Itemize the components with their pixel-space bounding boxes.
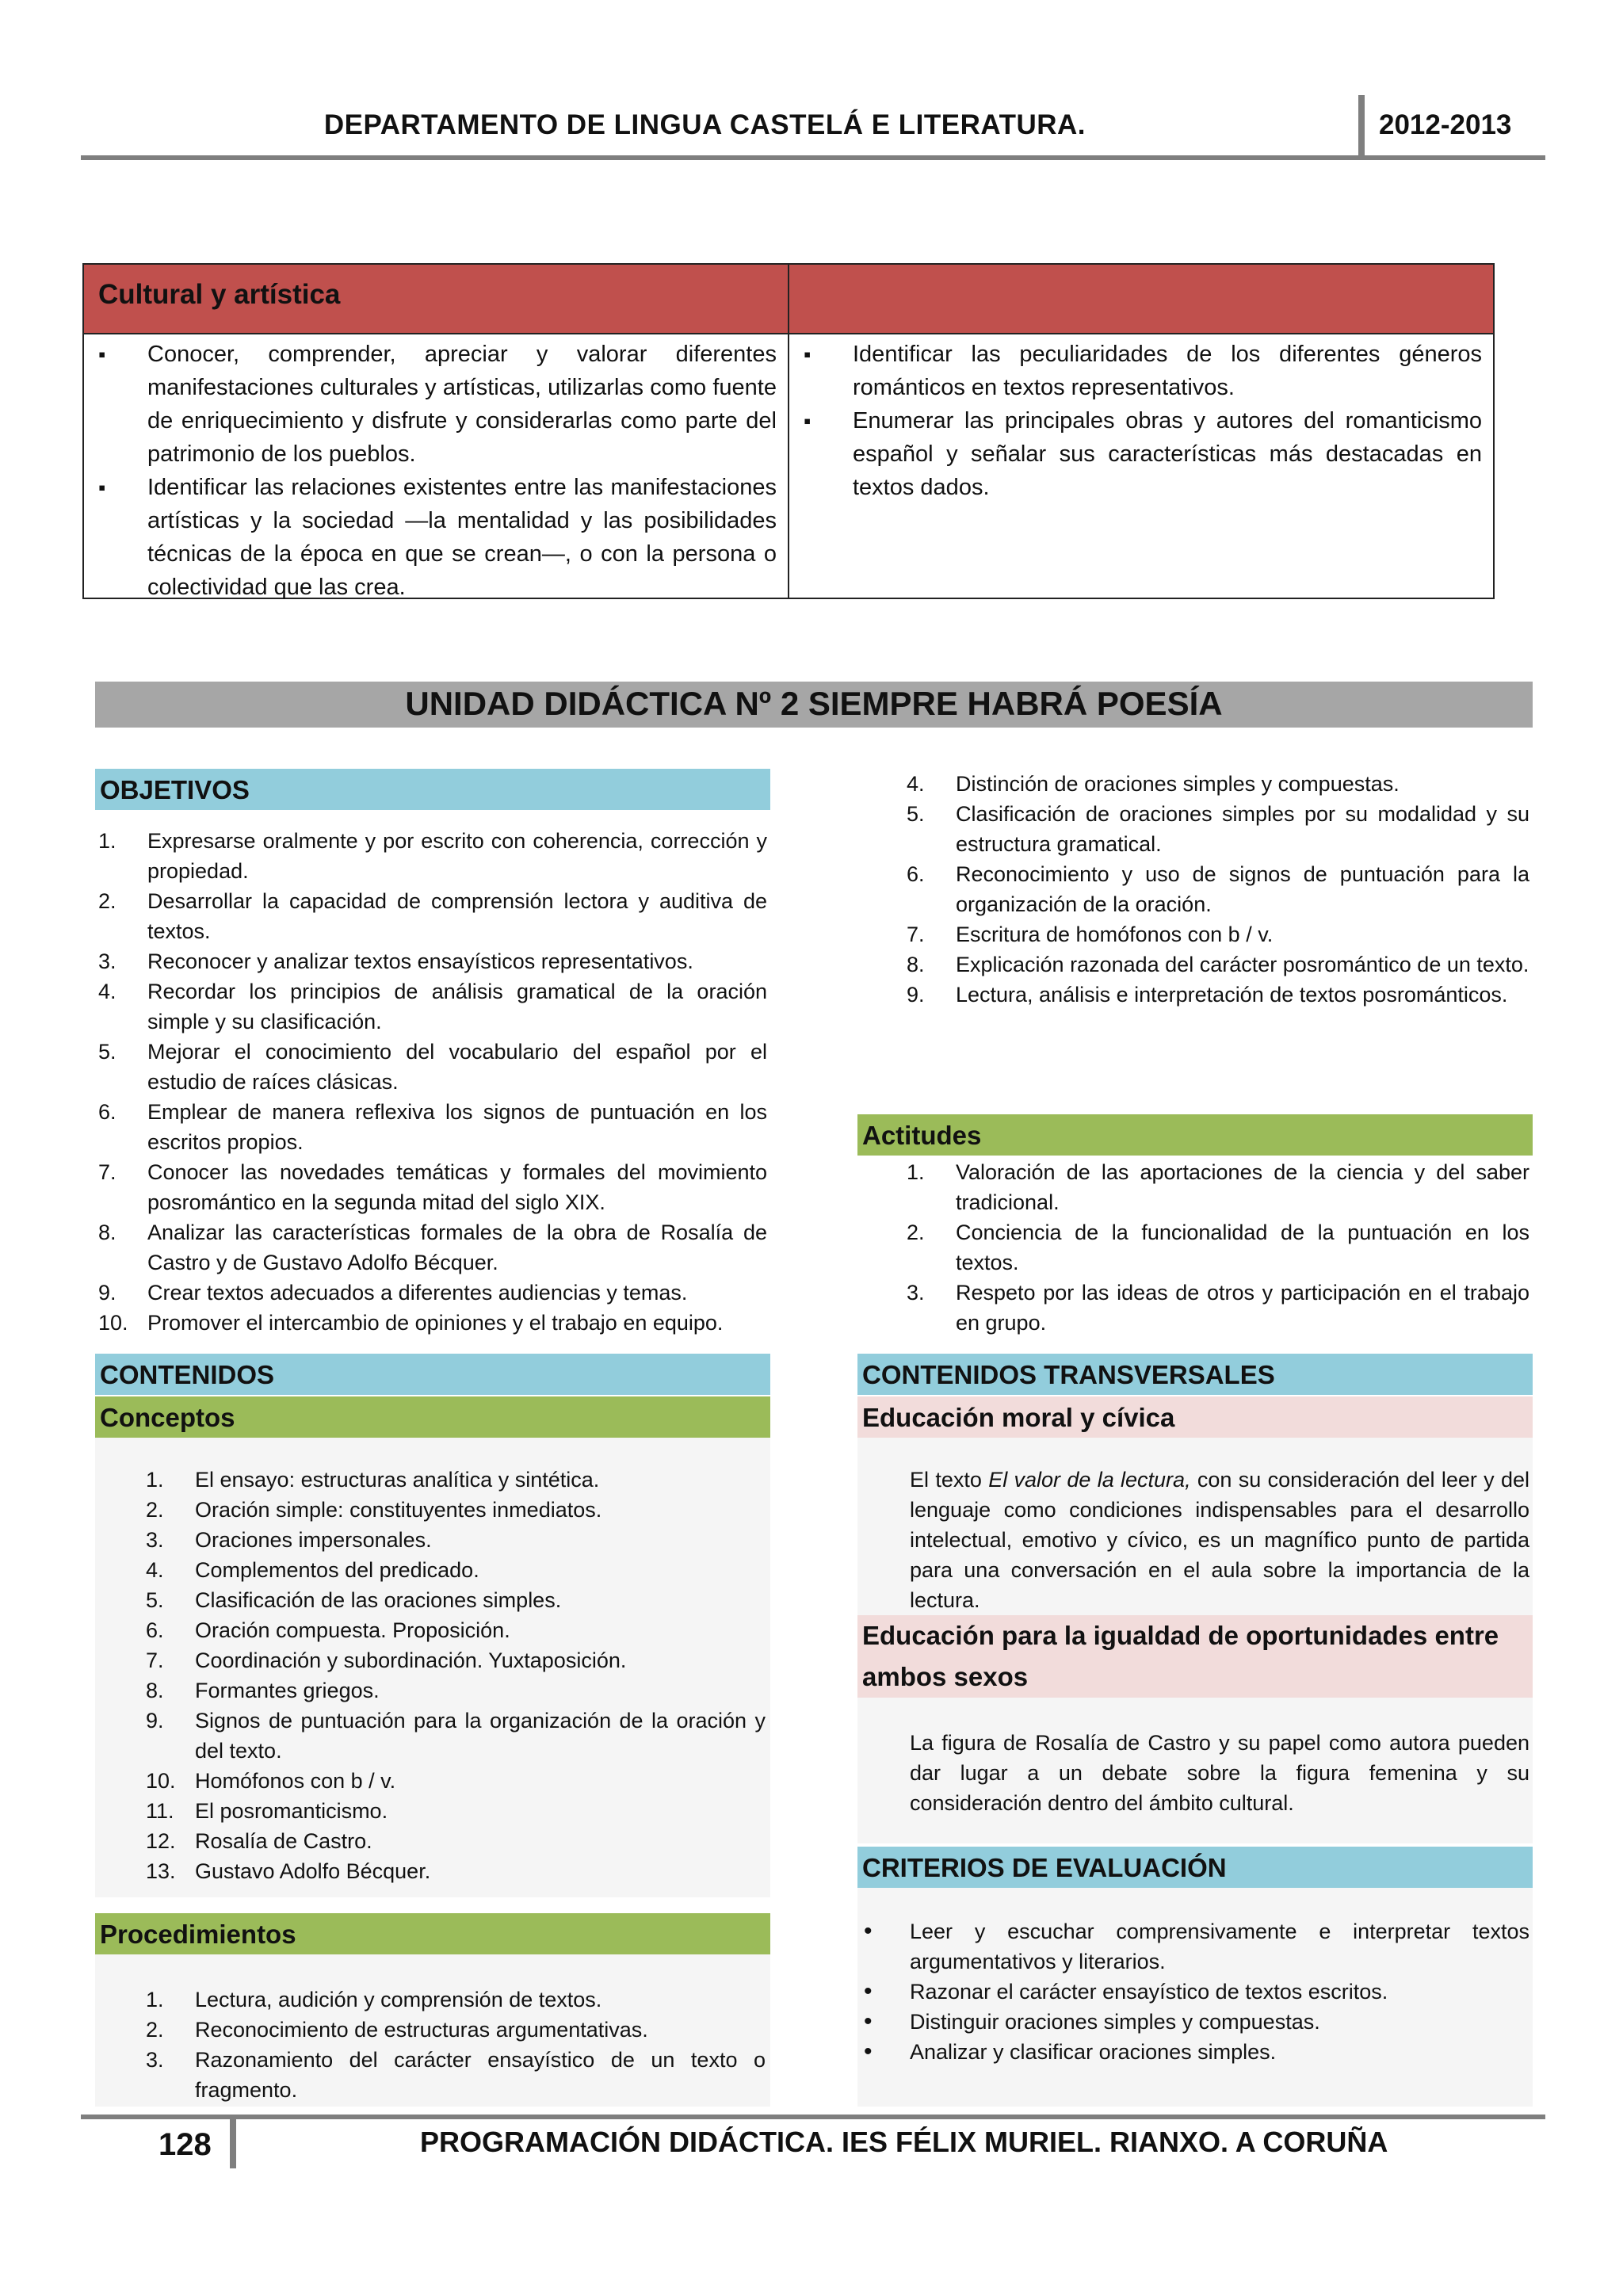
procedimientos-list-continued (903, 769, 1529, 1010)
list-item (143, 1585, 766, 1615)
list-item (143, 1985, 766, 2015)
list-item (143, 1525, 766, 1555)
actitudes-list (903, 1157, 1529, 1338)
table-heading: Cultural y artística (98, 279, 341, 310)
list-item (903, 1157, 1529, 1217)
header-title: DEPARTAMENTO DE LINGUA CASTELÁ E LITERATURA. (323, 109, 1086, 140)
table-head-left (84, 265, 789, 333)
item-number: 1. (907, 1160, 925, 1184)
list-item (143, 1766, 766, 1796)
item-text: Complementos del predicado. (195, 1558, 479, 1582)
item-text: Distinguir oraciones simples y compuestas. (910, 2010, 1320, 2034)
list-item (143, 1826, 766, 1856)
item-number: 9. (98, 1281, 116, 1305)
list-item (95, 1097, 767, 1157)
objetivos-list (95, 826, 767, 1338)
list-item (903, 769, 1529, 799)
item-number: 13. (146, 1859, 176, 1883)
item-text: Respeto por las ideas de otros y participación en el trabajo en grupo. (956, 1281, 1529, 1335)
list-item (143, 1796, 766, 1826)
criterios-heading: CRITERIOS DE EVALUACIÓN (857, 1847, 1533, 1888)
list-item (95, 976, 767, 1037)
item-text: Razonamiento del carácter ensayístico de un texto o fragmento. (195, 2048, 766, 2102)
item-text: Reconocer y analizar textos ensayísticos representativos. (147, 949, 693, 973)
item-text: Analizar las características formales de la obra de Rosalía de Castro y de Gustavo Adolfo Bécquer. (147, 1221, 767, 1274)
item-text: Homófonos con b / v. (195, 1769, 396, 1793)
moral-text (910, 1465, 1529, 1615)
item-number: 10. (146, 1769, 176, 1793)
list-item (143, 1495, 766, 1525)
item-text: Oración simple: constituyentes inmediatos. (195, 1498, 602, 1522)
item-number: 9. (907, 983, 925, 1007)
table-head-right (789, 265, 1493, 333)
item-number: 3. (98, 949, 116, 973)
list-item (95, 1278, 767, 1308)
item-text: Explicación razonada del carácter posromántico de un texto. (956, 953, 1529, 976)
list-item (903, 799, 1529, 859)
list-item (903, 859, 1529, 919)
item-text: Formantes griegos. (195, 1679, 380, 1702)
item-text: Emplear de manera reflexiva los signos de puntuación en los escritos propios. (147, 1100, 767, 1154)
moral-heading: Educación moral y cívica (857, 1396, 1533, 1438)
item-number: 2. (907, 1221, 925, 1244)
item-number: 3. (146, 1528, 164, 1552)
item-text: Expresarse oralmente y por escrito con coherencia, corrección y propiedad. (147, 829, 767, 883)
item-text: Signos de puntuación para la organización de la oración y del texto. (195, 1709, 766, 1763)
list-item (857, 1916, 1529, 1977)
list-item (95, 886, 767, 946)
item-number: 1. (146, 1988, 164, 2011)
page-number: 128 (158, 2127, 212, 2162)
item-text: Razonar el carácter ensayístico de textos escritos. (910, 1980, 1388, 2004)
item-text: Mejorar el conocimiento del vocabulario del español por el estudio de raíces clásicas. (147, 1040, 767, 1094)
list-item (143, 1555, 766, 1585)
igualdad-text: La figura de Rosalía de Castro y su papel como autora pueden dar lugar a un debate sobre la figura femenina y su consideración dentro del ámbito cultural. (910, 1731, 1529, 1815)
list-item (143, 1706, 766, 1766)
item-number: 5. (98, 1040, 116, 1064)
list-item (143, 2045, 766, 2105)
item-text: Gustavo Adolfo Bécquer. (195, 1859, 431, 1883)
item-text: Valoración de las aportaciones de la ciencia y del saber tradicional. (956, 1160, 1529, 1214)
item-number: 3. (907, 1281, 925, 1305)
list-item (903, 919, 1529, 949)
item-text: Desarrollar la capacidad de comprensión lectora y auditiva de textos. (147, 889, 767, 943)
objetivos-heading: OBJETIVOS (95, 769, 770, 810)
criterios-list (857, 1916, 1529, 2067)
item-number: 2. (146, 1498, 164, 1522)
list-item (143, 2015, 766, 2045)
item-number: 1. (146, 1468, 164, 1492)
list-item (857, 2037, 1529, 2067)
list-item (903, 1217, 1529, 1278)
header-divider (1358, 95, 1365, 159)
cultural-table (82, 263, 1495, 599)
item-number: 9. (146, 1709, 164, 1733)
conceptos-list (143, 1465, 766, 1886)
left-item-list (84, 334, 788, 604)
item-text: Leer y escuchar comprensivamente e interpretar textos argumentativos y literarios. (910, 1920, 1529, 1973)
unit-title: UNIDAD DIDÁCTICA Nº 2 SIEMPRE HABRÁ POESÍA (405, 685, 1223, 722)
item-number: 10. (98, 1311, 128, 1335)
item-number: 6. (98, 1100, 116, 1124)
item-number: 7. (907, 923, 925, 946)
conceptos-heading: Conceptos (95, 1396, 770, 1438)
contenidos-heading: CONTENIDOS (95, 1354, 770, 1395)
list-item (95, 1157, 767, 1217)
transversales-heading: CONTENIDOS TRANSVERSALES (857, 1354, 1533, 1395)
table-cell-right (789, 333, 1493, 598)
procedimientos-heading: Procedimientos (95, 1913, 770, 1954)
procedimientos-list (143, 1985, 766, 2105)
item-text: Distinción de oraciones simples y compuestas. (956, 772, 1400, 796)
item-number: 5. (907, 802, 925, 826)
item-number: 2. (98, 889, 116, 913)
item-number: 11. (146, 1799, 174, 1823)
item-text: Clasificación de oraciones simples por su modalidad y su estructura gramatical. (956, 802, 1529, 856)
item-text: Reconocimiento de estructuras argumentativas. (195, 2018, 648, 2042)
item-number: 4. (98, 980, 116, 1003)
igualdad-heading: Educación para la igualdad de oportunidades entre ambos sexos (857, 1615, 1533, 1698)
footer-divider (230, 2118, 236, 2168)
item-text: Promover el intercambio de opiniones y el trabajo en equipo. (147, 1311, 724, 1335)
list-item: ▪ Conocer, comprender, apreciar y valorar diferentes manifestaciones culturales y artísticas, utilizarlas como fuente de enriquecimiento y disfrute y considerarlas como parte del patrimonio de los pueblos. (95, 338, 777, 471)
item-number: 7. (98, 1160, 116, 1184)
list-item (95, 826, 767, 886)
actitudes-heading: Actitudes (857, 1114, 1533, 1156)
moral-text-title: El valor de la lectura, (988, 1468, 1191, 1492)
item-number: 8. (907, 953, 925, 976)
item-number: 6. (146, 1618, 164, 1642)
item-text: Oración compuesta. Proposición. (195, 1618, 510, 1642)
list-item (903, 980, 1529, 1010)
list-item: ▪ Identificar las peculiaridades de los diferentes géneros románticos en textos representativos. (800, 338, 1482, 404)
list-item (143, 1675, 766, 1706)
item-number: 7. (146, 1648, 164, 1672)
list-item (143, 1465, 766, 1495)
item-text: El posromanticismo. (195, 1799, 388, 1823)
item-text: Crear textos adecuados a diferentes audiencias y temas. (147, 1281, 688, 1305)
item-number: 12. (146, 1829, 176, 1853)
list-item: ▪ Identificar las relaciones existentes entre las manifestaciones artísticas y la sociedad —la mentalidad y las posibilidades técnicas de la época en que se crean—, o con la persona o colectividad que las crea. (95, 471, 777, 604)
list-item (143, 1615, 766, 1645)
footer-rule (81, 2115, 1545, 2119)
list-item (903, 1278, 1529, 1338)
header-rule (81, 155, 1545, 160)
item-text: Coordinación y subordinación. Yuxtaposición. (195, 1648, 627, 1672)
item-number: 4. (907, 772, 925, 796)
item-text: El ensayo: estructuras analítica y sintética. (195, 1468, 600, 1492)
list-item (143, 1856, 766, 1886)
table-cell-left (84, 333, 789, 598)
list-item (857, 2007, 1529, 2037)
item-text: Reconocimiento y uso de signos de puntuación para la organización de la oración. (956, 862, 1529, 916)
item-text: Analizar y clasificar oraciones simples. (910, 2040, 1277, 2064)
moral-text-post: con su consideración del leer y del lenguaje como condiciones indispensables para el desarrollo intelectual, emotivo y cívico, es un magnífico punto de partida para una conversación en el aula sobre la importancia de la lectura. (910, 1468, 1530, 1612)
item-text: Clasificación de las oraciones simples. (195, 1588, 562, 1612)
item-number: 8. (98, 1221, 116, 1244)
item-number: 6. (907, 862, 925, 886)
list-item (95, 1217, 767, 1278)
item-text: Lectura, audición y comprensión de textos. (195, 1988, 602, 2011)
list-item: ▪ Enumerar las principales obras y autores del romanticismo español y señalar sus características más destacadas en textos dados. (800, 404, 1482, 504)
item-number: 3. (146, 2048, 164, 2072)
header-year: 2012-2013 (1379, 109, 1512, 140)
item-text: Rosalía de Castro. (195, 1829, 372, 1853)
list-item (143, 1645, 766, 1675)
list-item (903, 949, 1529, 980)
item-number: 1. (98, 829, 116, 853)
item-text: Conciencia de la funcionalidad de la puntuación en los textos. (956, 1221, 1529, 1274)
right-item-list (789, 334, 1493, 504)
footer-text: PROGRAMACIÓN DIDÁCTICA. IES FÉLIX MURIEL. RIANXO. A CORUÑA (420, 2126, 1388, 2158)
item-number: 8. (146, 1679, 164, 1702)
list-item (857, 1977, 1529, 2007)
list-item (95, 946, 767, 976)
item-text: Escritura de homófonos con b / v. (956, 923, 1274, 946)
item-number: 2. (146, 2018, 164, 2042)
item-text: Lectura, análisis e interpretación de textos posrománticos. (956, 983, 1508, 1007)
list-item (95, 1037, 767, 1097)
item-text: Recordar los principios de análisis gramatical de la oración simple y su clasificación. (147, 980, 767, 1033)
item-number: 4. (146, 1558, 164, 1582)
item-number: 5. (146, 1588, 164, 1612)
item-text: Oraciones impersonales. (195, 1528, 432, 1552)
item-text: Conocer las novedades temáticas y formales del movimiento posromántico en la segunda mitad del siglo XIX. (147, 1160, 767, 1214)
moral-text-pre: El texto (910, 1468, 989, 1492)
list-item (95, 1308, 767, 1338)
